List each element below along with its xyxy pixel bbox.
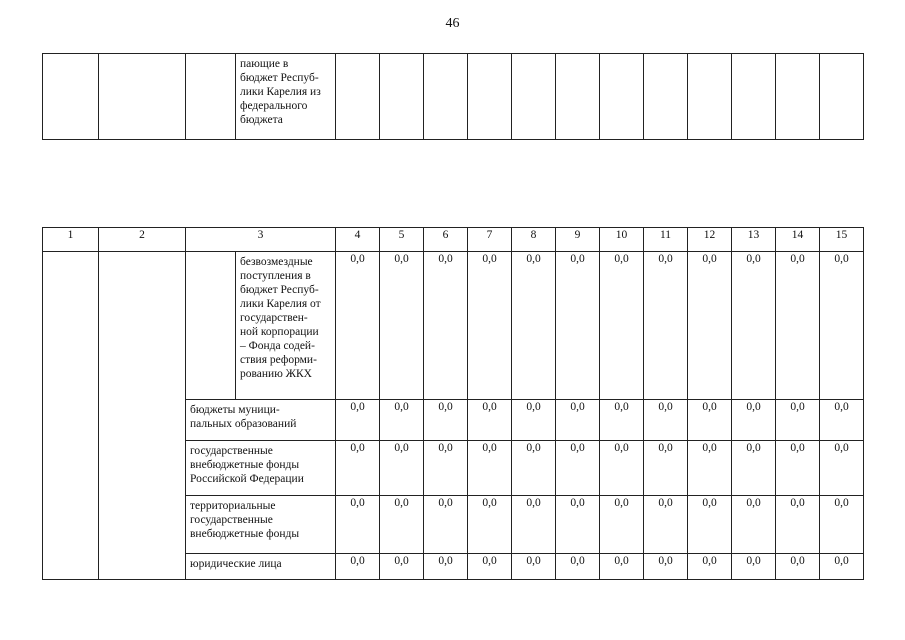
value-cell: 0,0 — [424, 252, 468, 400]
value-cell: 0,0 — [336, 441, 380, 496]
row-label: юридические лица — [186, 554, 336, 580]
value-cell: 0,0 — [600, 252, 644, 400]
value-cell: 0,0 — [644, 554, 688, 580]
value-cell: 0,0 — [600, 554, 644, 580]
value-cell: 0,0 — [424, 554, 468, 580]
empty-cell — [99, 252, 186, 580]
budget-table — [42, 227, 864, 580]
value-cell: 0,0 — [820, 252, 864, 400]
page-number: 46 — [445, 16, 460, 31]
value-cell: 0,0 — [644, 400, 688, 441]
value-cell: 0,0 — [600, 400, 644, 441]
column-header: 1 — [43, 228, 99, 252]
column-header: 6 — [424, 228, 468, 252]
empty-cell — [424, 54, 468, 140]
value-cell: 0,0 — [336, 252, 380, 400]
value-cell: 0,0 — [644, 496, 688, 554]
value-cell: 0,0 — [776, 496, 820, 554]
empty-cell — [99, 54, 186, 140]
value-cell: 0,0 — [424, 496, 468, 554]
column-header: 7 — [468, 228, 512, 252]
value-cell: 0,0 — [776, 400, 820, 441]
empty-cell — [186, 252, 236, 400]
empty-cell — [556, 54, 600, 140]
value-cell: 0,0 — [732, 252, 776, 400]
value-cell: 0,0 — [468, 496, 512, 554]
empty-cell — [776, 54, 820, 140]
value-cell: 0,0 — [380, 252, 424, 400]
value-cell: 0,0 — [644, 441, 688, 496]
row-label: территориальные государственные внебюджетные фонды — [186, 496, 336, 554]
value-cell: 0,0 — [424, 441, 468, 496]
value-cell: 0,0 — [688, 496, 732, 554]
value-cell: 0,0 — [820, 400, 864, 441]
value-cell: 0,0 — [556, 496, 600, 554]
value-cell: 0,0 — [468, 400, 512, 441]
column-header: 9 — [556, 228, 600, 252]
value-cell: 0,0 — [556, 554, 600, 580]
value-cell: 0,0 — [644, 252, 688, 400]
empty-cell — [732, 54, 776, 140]
value-cell: 0,0 — [732, 496, 776, 554]
value-cell: 0,0 — [512, 252, 556, 400]
empty-cell — [336, 54, 380, 140]
column-header: 3 — [186, 228, 336, 252]
column-header: 15 — [820, 228, 864, 252]
empty-cell — [688, 54, 732, 140]
value-cell: 0,0 — [512, 400, 556, 441]
empty-cell — [600, 54, 644, 140]
column-header: 5 — [380, 228, 424, 252]
value-cell: 0,0 — [688, 400, 732, 441]
row-label: бюджеты муници- пальных образований — [186, 400, 336, 441]
value-cell: 0,0 — [336, 400, 380, 441]
value-cell: 0,0 — [688, 554, 732, 580]
value-cell: 0,0 — [556, 400, 600, 441]
value-cell: 0,0 — [336, 496, 380, 554]
value-cell: 0,0 — [820, 554, 864, 580]
value-cell: 0,0 — [380, 554, 424, 580]
empty-cell — [820, 54, 864, 140]
value-cell: 0,0 — [600, 441, 644, 496]
empty-cell — [186, 54, 236, 140]
value-cell: 0,0 — [380, 441, 424, 496]
empty-cell — [43, 252, 99, 580]
value-cell: 0,0 — [468, 441, 512, 496]
value-cell: 0,0 — [732, 554, 776, 580]
table-row — [43, 252, 864, 400]
value-cell: 0,0 — [512, 554, 556, 580]
column-header: 12 — [688, 228, 732, 252]
empty-cell — [380, 54, 424, 140]
value-cell: 0,0 — [688, 441, 732, 496]
value-cell: 0,0 — [776, 441, 820, 496]
empty-cell — [43, 54, 99, 140]
value-cell: 0,0 — [776, 252, 820, 400]
column-header: 8 — [512, 228, 556, 252]
value-cell: 0,0 — [424, 400, 468, 441]
column-header: 13 — [732, 228, 776, 252]
column-header: 14 — [776, 228, 820, 252]
column-header: 11 — [644, 228, 688, 252]
value-cell: 0,0 — [468, 554, 512, 580]
empty-cell — [644, 54, 688, 140]
value-cell: 0,0 — [776, 554, 820, 580]
value-cell: 0,0 — [732, 400, 776, 441]
continuation-table — [42, 53, 864, 140]
header-row — [43, 228, 864, 252]
row-label: пающие в бюджет Респуб- лики Карелия из федерального бюджета — [236, 54, 336, 140]
value-cell: 0,0 — [556, 252, 600, 400]
column-header: 2 — [99, 228, 186, 252]
value-cell: 0,0 — [688, 252, 732, 400]
value-cell: 0,0 — [380, 400, 424, 441]
value-cell: 0,0 — [820, 496, 864, 554]
row-label: безвозмездные поступления в бюджет Респуб- лики Карелия от государствен- ной корпорации – Фонда содей- ствия реформи- рованию ЖКХ — [236, 252, 336, 400]
value-cell: 0,0 — [820, 441, 864, 496]
column-header: 4 — [336, 228, 380, 252]
empty-cell — [512, 54, 556, 140]
value-cell: 0,0 — [380, 496, 424, 554]
value-cell: 0,0 — [336, 554, 380, 580]
value-cell: 0,0 — [468, 252, 512, 400]
value-cell: 0,0 — [732, 441, 776, 496]
value-cell: 0,0 — [512, 441, 556, 496]
empty-cell — [468, 54, 512, 140]
column-header: 10 — [600, 228, 644, 252]
value-cell: 0,0 — [556, 441, 600, 496]
value-cell: 0,0 — [600, 496, 644, 554]
row-label: государственные внебюджетные фонды Российской Федерации — [186, 441, 336, 496]
value-cell: 0,0 — [512, 496, 556, 554]
